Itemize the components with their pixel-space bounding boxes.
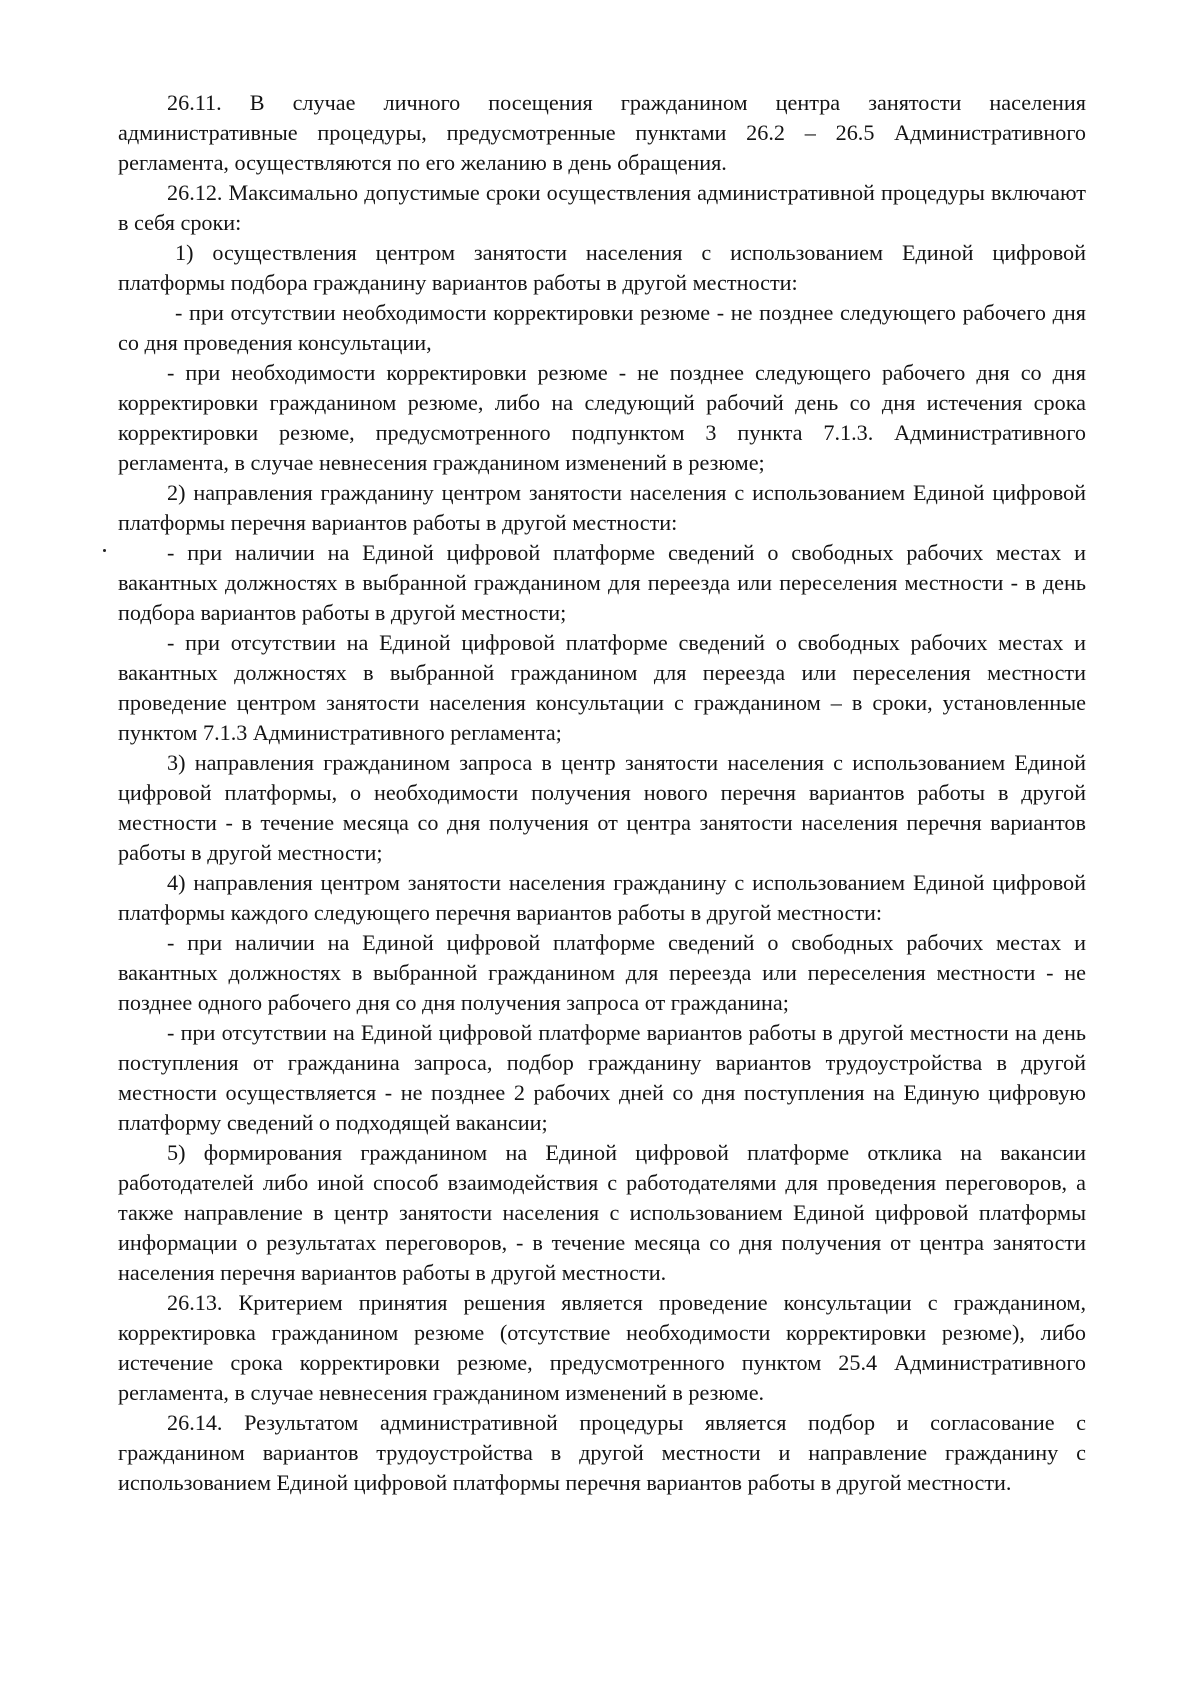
list-item-1-correction: - при необходимости корректировки резюме - не позднее следующего рабочего дня со дня корректировки гражданином резюме, либо на следующий рабочий день со дня истечения срока корректировки резюме, предусмотренного подпунктом 3 пункта 7.1.3. Административного регламента, в случае невнесения гражданином изменений в резюме; [118,360,1086,475]
document-page [118,88,1086,1498]
list-item-2: 2) направления гражданину центром занятости населения с использованием Единой цифровой платформы перечня вариантов работы в другой местности: [118,480,1086,535]
paragraph-26-12: 26.12. Максимально допустимые сроки осуществления административной процедуры включают в себя сроки: [118,180,1086,235]
paragraph-26-11: 26.11. В случае личного посещения гражданином центра занятости населения административные процедуры, предусмотренные пунктами 26.2 – 26.5 Административного регламента, осуществляются по его желанию в день обращения. [118,90,1086,175]
list-item-4-vacancies-present: - при наличии на Единой цифровой платформе сведений о свободных рабочих местах и вакантных должностях в выбранной гражданином для переезда или переселения местности - не позднее одного рабочего дня со дня получения запроса от гражданина; [118,930,1086,1015]
list-item-1: 1) осуществления центром занятости населения с использованием Единой цифровой платформы подбора гражданину вариантов работы в другой местности: [118,240,1086,295]
list-item-5: 5) формирования гражданином на Единой цифровой платформе отклика на вакансии работодателей либо иной способ взаимодействия с работодателями для проведения переговоров, а также направление в центр занятости населения с использованием Единой цифровой платформы информации о результатах переговоров, - в течение месяца со дня получения от центра занятости населения перечня вариантов работы в другой местности. [118,1140,1086,1285]
list-item-1-no-correction: - при отсутствии необходимости корректировки резюме - не позднее следующего рабочего дня со дня проведения консультации, [118,300,1086,355]
paragraph-26-13: 26.13. Критерием принятия решения является проведение консультации с гражданином, корректировка гражданином резюме (отсутствие необходимости корректировки резюме), либо истечение срока корректировки резюме, предусмотренного пунктом 25.4 Административного регламента, в случае невнесения гражданином изменений в резюме. [118,1290,1086,1405]
list-item-2-vacancies-present: - при наличии на Единой цифровой платформе сведений о свободных рабочих местах и вакантных должностях в выбранной гражданином для переезда или переселения местности - в день подбора вариантов работы в другой местности; [118,540,1086,625]
list-item-3: 3) направления гражданином запроса в центр занятости населения с использованием Единой цифровой платформы, о необходимости получения нового перечня вариантов работы в другой местности - в течение месяца со дня получения от центра занятости населения перечня вариантов работы в другой местности; [118,750,1086,865]
paragraph-26-14: 26.14. Результатом административной процедуры является подбор и согласование с гражданином вариантов трудоустройства в другой местности и направление гражданину с использованием Единой цифровой платформы перечня вариантов работы в другой местности. [118,1410,1086,1495]
list-item-2-vacancies-absent: - при отсутствии на Единой цифровой платформе сведений о свободных рабочих местах и вакантных должностях в выбранной гражданином для переезда или переселения местности проведение центром занятости населения консультации с гражданином – в сроки, установленные пунктом 7.1.3 Административного регламента; [118,630,1086,745]
list-item-4-vacancies-absent: - при отсутствии на Единой цифровой платформе вариантов работы в другой местности на день поступления от гражданина запроса, подбор гражданину вариантов трудоустройства в другой местности осуществляется - не позднее 2 рабочих дней со дня поступления на Единую цифровую платформу сведений о подходящей вакансии; [118,1020,1086,1135]
list-item-4: 4) направления центром занятости населения гражданину с использованием Единой цифровой платформы каждого следующего перечня вариантов работы в другой местности: [118,870,1086,925]
scan-speck [103,549,106,552]
